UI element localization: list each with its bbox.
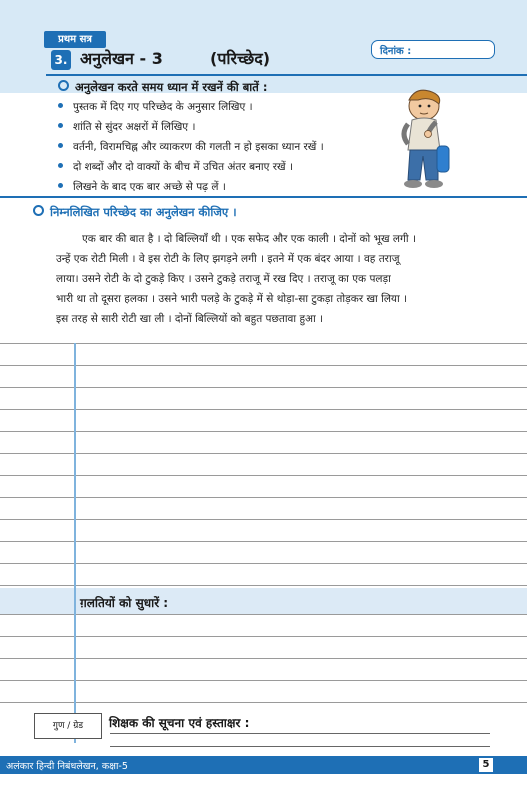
tip-item [58,160,293,174]
writing-line[interactable] [0,453,527,454]
teacher-signature-label: शिक्षक की सूचना एवं हस्ताक्षर : [109,716,250,730]
writing-line[interactable] [0,702,527,703]
page-number: 5 [479,758,493,772]
tip-text: लिखने के बाद एक बार अच्छे से पढ़ लें । [73,181,226,193]
writing-line[interactable] [0,680,527,681]
writing-line[interactable] [0,365,527,366]
bullet-dot-icon [58,163,63,168]
passage-line: इस तरह से सारी रोटी खा ली । दोनों बिल्लियों को बहुत पछतावा हुआ । [56,313,324,325]
passage-line: उन्हें एक रोटी मिली । वे इस रोटी के लिए झगड़ने लगी । इतने में एक बंदर आया । वह तराजू [56,253,400,265]
passage-line: लाया। उसने रोटी के दो टुकड़े किए । उसने टुकड़े तराजू में रख दिए । तराजू का एक पलड़ा [56,273,391,285]
writing-line[interactable] [0,563,527,564]
tip-item [58,180,226,194]
writing-line[interactable] [0,387,527,388]
tip-text: दो शब्दों और दो वाक्यों के बीच में उचित अंतर बनाए रखें । [73,161,293,173]
writing-line[interactable] [0,497,527,498]
tip-text: पुस्तक में दिए गए परिच्छेद के अनुसार लिखिए । [73,101,253,113]
date-field[interactable] [371,40,495,59]
date-label: दिनांक : [380,46,412,57]
boy-illustration [386,88,456,192]
signature-line[interactable] [110,746,490,747]
writing-line[interactable] [0,658,527,659]
page-title: अनुलेखन - 3 [80,49,163,68]
section-divider [0,196,527,198]
writing-line[interactable] [0,409,527,410]
writing-line[interactable] [0,614,527,615]
tips-heading-text: अनुलेखन करते समय ध्यान में रखनें की बातें : [75,80,268,94]
tip-item [58,100,253,114]
signature-line[interactable] [110,733,490,734]
margin-line [74,343,76,743]
tip-text: वर्तनी, विरामचिह्न और व्याकरण की गलती न हो इसका ध्यान रखें । [73,141,324,153]
bullet-dot-icon [58,183,63,188]
tips-heading [58,80,267,95]
passage-line: एक बार की बात है । दो बिल्लियाँ थी । एक सफेद और एक काली । दोनों को भूख लगी । [82,233,416,245]
tip-item [58,140,324,154]
writing-line[interactable] [0,343,527,344]
writing-line[interactable] [0,541,527,542]
writing-line[interactable] [0,431,527,432]
bullet-dot-icon [58,103,63,108]
task-heading-text: निम्नलिखित परिच्छेद का अनुलेखन कीजिए । [50,205,237,219]
writing-line[interactable] [0,636,527,637]
semester-tag: प्रथम सत्र [44,31,106,48]
page-subtitle: (परिच्छेद) [210,49,271,68]
bullet-dot-icon [58,143,63,148]
ring-bullet-icon [33,205,44,216]
passage-line: भारी था तो दूसरा हलका । उसने भारी पलड़े के टुकड़े में से थोड़ा-सा टुकड़ा तोड़कर खा लिया । [56,293,408,305]
grade-box[interactable]: गुण / ग्रेड [34,713,102,739]
writing-line[interactable] [0,519,527,520]
tip-item [58,120,195,134]
footer-book-title: अलंकार हिन्दी निबंधलेखन, कक्षा-5 [6,761,128,772]
writing-line[interactable] [0,475,527,476]
corrections-label: ग़लतियों को सुधारें : [80,596,169,610]
title-underline [46,74,527,76]
chapter-number-badge: 3. [51,50,71,70]
tip-text: शांति से सुंदर अक्षरों में लिखिए । [73,121,196,133]
task-heading [33,205,237,220]
writing-line[interactable] [0,585,527,586]
bullet-dot-icon [58,123,63,128]
ring-bullet-icon [58,80,69,91]
